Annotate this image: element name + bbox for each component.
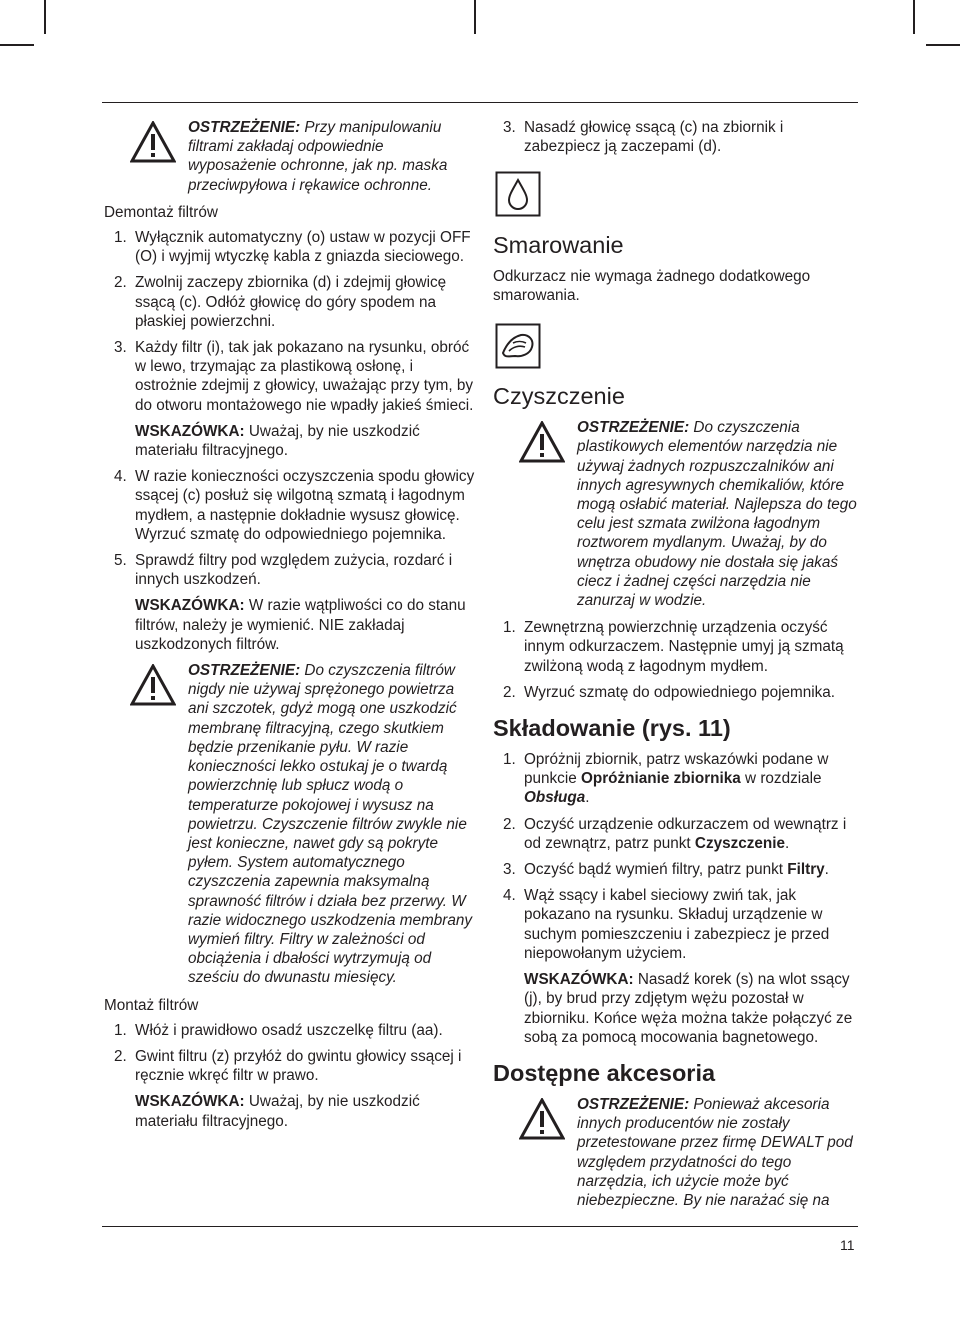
crop-mark (44, 0, 46, 34)
crop-mark (0, 44, 34, 46)
list-item: 3. Oczyść bądź wymień filtry, patrz punkt Filtry. (503, 861, 829, 879)
section-heading: Dostępne akcesoria (493, 1059, 716, 1086)
header-rule (102, 102, 858, 103)
list-item: 3. Każdy filtr (i), tak jak pokazano na rysunku, obróć w lewo, trzymając za plastikową osłonę, i ostrożnie zdejmij z głowicy, uważając przy tym, by do otworu montażowego nie wpadły jakieś śmieci. (114, 339, 474, 414)
crop-mark (474, 0, 476, 34)
list-item: 3. Nasadź głowicę ssącą (c) na zbiornik i zabezpiecz ją zaczepami (d). (503, 119, 784, 156)
removal-steps (104, 228, 476, 415)
note: WSKAZÓWKA: Uważaj, by nie uszkodzić materiału filtracyjnego. (135, 422, 420, 460)
section-subheading: Demontaż filtrów (104, 203, 218, 221)
warning-block: OSTRZEŻENIE: Do czyszczenia filtrów nigdy nie używaj sprężonego powietrza ani szczotek, gdyż mogą one uszkodzić membranę filtracyjną, czego skutkiem będzie przenikanie pyłu. W razie konieczności lekko ostukaj je o twardą powierzchnię lub spłucz wodą o temperaturze pokojowej i wysusz na powietrzu. Czyszczenie filtrów zwykle nie jest konieczne, nawet gdy są pokryte pyłem. System automatycznego czyszczenia zapewnia maksymalną sprawność filtrów i działa bez przerwy. W razie widocznego uszkodzenia membrany wymień filtry. Filtry w zależności od obciążenia i dbałości wytrzymują od sześciu do dwunastu miesięcy. (104, 661, 476, 987)
list-item: 1. Włóż i prawidłowo osadź uszczelkę filtru (aa). (114, 1021, 443, 1039)
crop-mark (913, 0, 915, 34)
warning-triangle-icon (519, 1098, 565, 1140)
cleaning-steps (493, 618, 857, 702)
removal-steps-continued (104, 467, 476, 589)
section-heading: Składowanie (rys. 11) (493, 715, 731, 742)
list-item: 4. Wąż ssący i kabel sieciowy zwiń tak, jak pokazano na rysunku. Składuj urządzenie w suchym pomieszczeniu i zabezpiecz je przed niepowołanym użyciem. (503, 887, 830, 962)
list-item: 2. Wyrzuć szmatę do odpowiedniego pojemnika. (503, 683, 836, 701)
install-steps (104, 1021, 476, 1086)
note: WSKAZÓWKA: Uważaj, by nie uszkodzić materiału filtracyjnego. (135, 1093, 420, 1130)
warning-block: OSTRZEŻENIE: Do czyszczenia plastikowych elementów narzędzia nie używaj żadnych rozpuszczalników ani innych agresywnych chemikaliów, które mogą osłabić materiał. Najlepsza do tego celu jest szmata zwilżona łagodnym roztworem mydlanym. Uważaj, by do wnętrza obudowy nie dostała się jakaś ciecz i żadnej części narzędzia nie zanurzaj w wodzie. (493, 418, 857, 610)
list-item: 1. Wyłącznik automatyczny (o) ustaw w pozycji OFF (O) i wyjmij wtyczkę kabla z gniazda sieciowego. (114, 229, 471, 266)
install-steps-continued (493, 118, 857, 156)
list-item: 1. Zewnętrzną powierzchnię urządzenia oczyść innym odkurzaczem. Następnie umyj ją szmatą zwilżoną wodą z łagodnym mydłem. (503, 619, 844, 675)
section-heading: Smarowanie (493, 231, 624, 258)
section-subheading: Montaż filtrów (104, 996, 199, 1014)
list-item: 2. Zwolnij zaczepy zbiornika (d) i zdejmij głowicę ssącą (c). Odłóż głowicę do góry spodem na płaskiej powierzchni. (114, 274, 447, 330)
warning-triangle-icon (130, 121, 176, 163)
list-item: 2. Gwint filtru (z) przyłóż do gwintu głowicy ssącej i ręcznie wkręć filtr w prawo. (114, 1047, 462, 1085)
storage-steps (493, 750, 857, 963)
note: WSKAZÓWKA: W razie wątpliwości co do stanu filtrów, należy je wymienić. NIE zakładaj uszkodzonych filtrów. (135, 597, 466, 653)
note: WSKAZÓWKA: Nasadź korek (s) na wlot ssący (j), by brud przy zdjętym wężu pozostał w zbiorniku. Końce węża można także połączyć ze sobą za pomocą mocowania bagnetowego. (524, 971, 853, 1046)
paragraph: Odkurzacz nie wymaga żadnego dodatkowego smarowania. (493, 267, 811, 304)
oil-drop-icon (495, 171, 541, 217)
right-column (493, 118, 857, 1218)
warning-block: OSTRZEŻENIE: Przy manipulowaniu filtrami zakładaj odpowiednie wyposażenie ochronne, jak np. maska przeciwpyłowa i rękawice ochronne. (104, 118, 476, 195)
warning-block: OSTRZEŻENIE: Ponieważ akcesoria innych producentów nie zostały przetestowane przez firmę DEWALT pod względem przydatności do tego narzędzia, ich użycie może być niebezpieczne. By nie narażać się na (493, 1095, 857, 1210)
warning-triangle-icon (130, 664, 176, 706)
list-item: 2. Oczyść urządzenie odkurzaczem od wewnątrz i od zewnątrz, patrz punkt Czyszczenie. (503, 815, 847, 852)
crop-mark (926, 44, 960, 46)
footer-rule (102, 1226, 858, 1227)
warning-triangle-icon (519, 421, 565, 463)
page-number: 11 (840, 1237, 855, 1253)
list-item: 1. Opróżnij zbiornik, patrz wskazówki podane w punkcie Opróżnianie zbiornika w rozdziale Obsługa. (503, 751, 829, 807)
list-item: 5. Sprawdź filtry pod względem zużycia, rozdarć i innych uszkodzeń. (114, 552, 453, 589)
section-heading: Czyszczenie (493, 383, 625, 410)
list-item: 4. W razie konieczności oczyszczenia spodu głowicy ssącej (c) posłuż się wilgotną szmatą i łagodnym mydłem, a następnie dokładnie wysusz głowicę. Wyrzuć szmatę do odpowiedniego pojemnika. (114, 468, 475, 543)
left-column (104, 118, 476, 1138)
cleaning-cloth-icon (495, 323, 541, 369)
